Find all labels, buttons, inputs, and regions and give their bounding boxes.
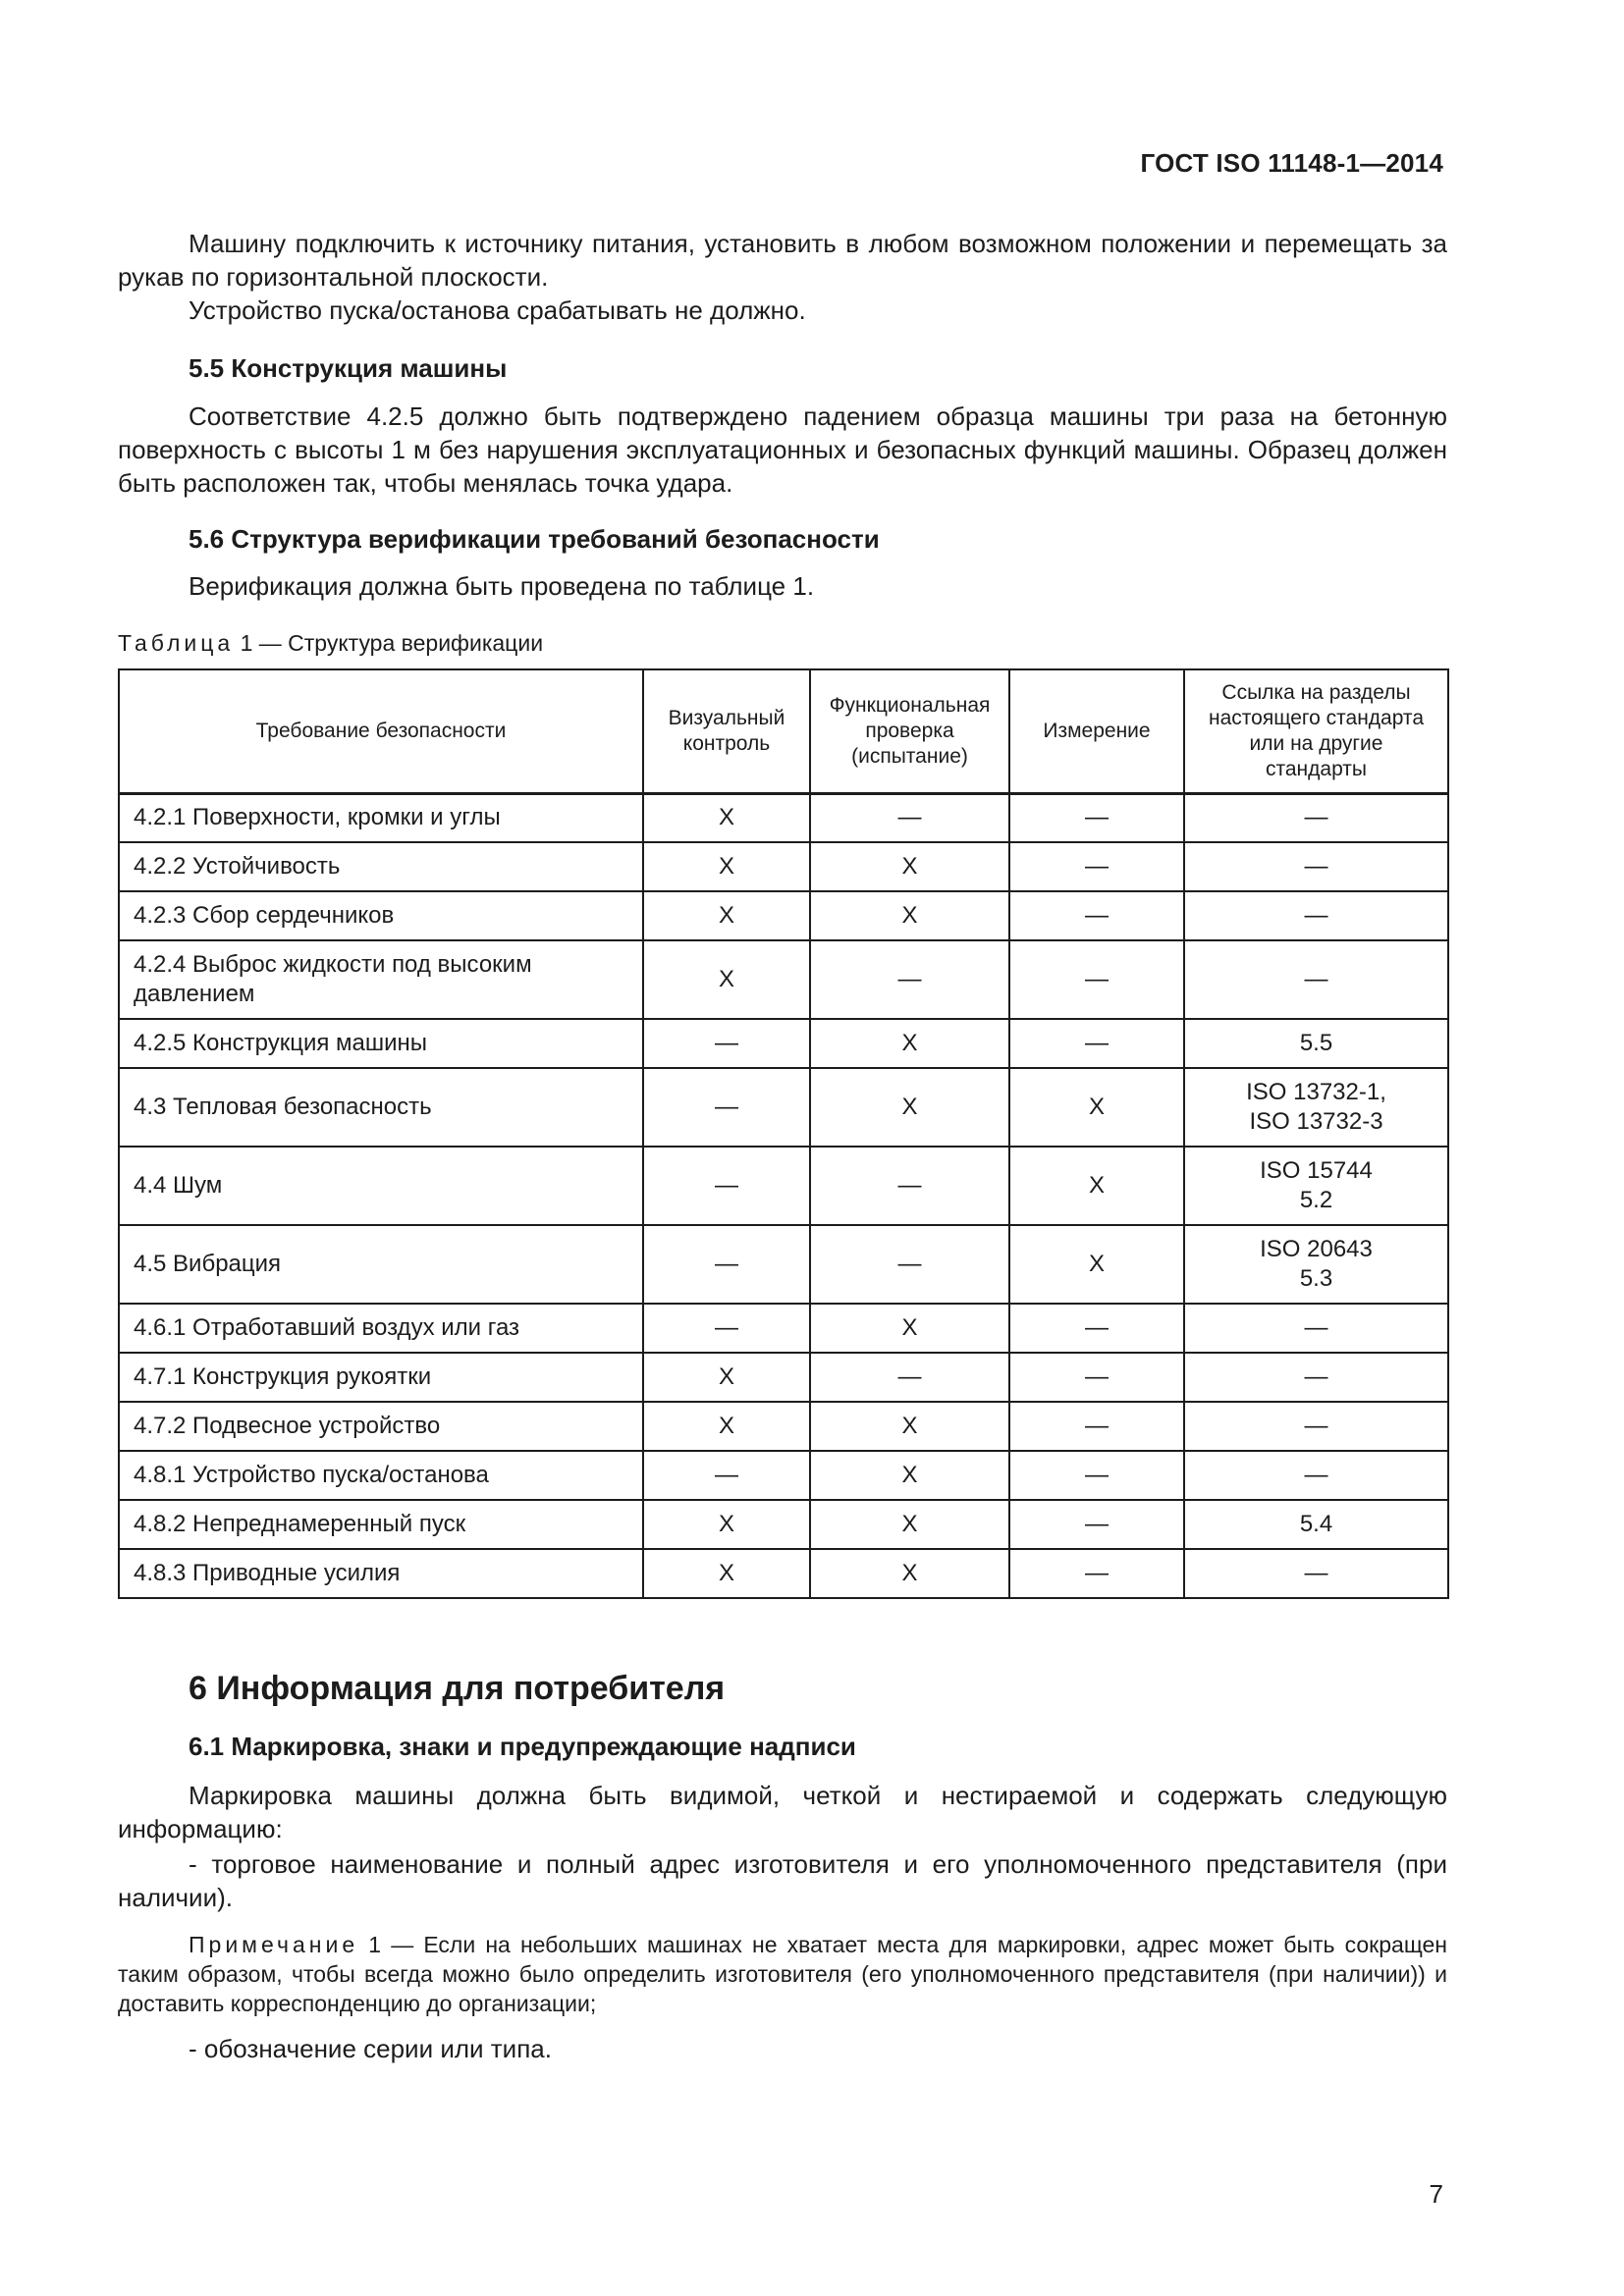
row-requirement: 4.8.1 Устройство пуска/останова	[119, 1451, 643, 1500]
header-functional: Функциональная проверка (испытание)	[810, 669, 1009, 793]
table-row	[119, 1500, 1448, 1549]
table-row	[119, 1451, 1448, 1500]
table-row	[119, 1068, 1448, 1147]
header-reference: Ссылка на разделы настоящего стандарта или на другие стандарты	[1184, 669, 1448, 793]
section-5-6-heading: 5.6 Структура верификации требований безопасности	[189, 524, 880, 554]
row-requirement: 4.2.5 Конструкция машины	[119, 1019, 643, 1068]
row-visual: —	[643, 1304, 810, 1353]
row-visual: —	[643, 1451, 810, 1500]
note-text: 1 — Если на небольших машинах не хватает места для маркировки, адрес может быть сокращен таким образом, чтобы всегда можно было определить изготовителя (его уполномоченного представителя (при наличии)) и доставить корреспонденцию до организации;	[118, 1932, 1447, 2016]
section-5-6	[118, 522, 1447, 603]
intro-paragraph-1: Машину подключить к источнику питания, установить в любом возможном положении и перемещать за рукав по горизонтальной плоскости.	[118, 229, 1447, 292]
row-measurement: X	[1009, 1068, 1184, 1147]
row-reference: —	[1184, 1549, 1448, 1598]
table-row	[119, 1304, 1448, 1353]
row-visual: —	[643, 1225, 810, 1304]
row-measurement: —	[1009, 793, 1184, 842]
row-measurement: —	[1009, 1353, 1184, 1402]
list-item: - обозначение серии или типа.	[189, 2034, 552, 2063]
row-functional: X	[810, 1500, 1009, 1549]
row-visual: X	[643, 1402, 810, 1451]
section-5-5-text: Соответствие 4.2.5 должно быть подтверждено падением образца машины три раза на бетонную поверхность с высоты 1 м без нарушения эксплуатационных и безопасных функций машины. Образец должен быть расположен так, чтобы менялась точка удара.	[118, 401, 1447, 498]
table-caption-label: Таблица	[118, 630, 235, 656]
row-measurement: —	[1009, 1500, 1184, 1549]
row-functional: —	[810, 793, 1009, 842]
row-functional: X	[810, 842, 1009, 891]
row-functional: —	[810, 1225, 1009, 1304]
row-reference: —	[1184, 891, 1448, 940]
row-visual: X	[643, 842, 810, 891]
row-reference: 5.5	[1184, 1019, 1448, 1068]
row-functional: X	[810, 1304, 1009, 1353]
table-caption	[118, 628, 1447, 658]
row-functional: X	[810, 891, 1009, 940]
table-row	[119, 1019, 1448, 1068]
table-row	[119, 1147, 1448, 1225]
row-measurement: —	[1009, 891, 1184, 940]
table-row	[119, 891, 1448, 940]
row-visual: X	[643, 940, 810, 1019]
section-6-1-heading: 6.1 Маркировка, знаки и предупреждающие надписи	[189, 1732, 856, 1761]
row-requirement: 4.7.2 Подвесное устройство	[119, 1402, 643, 1451]
row-functional: X	[810, 1068, 1009, 1147]
row-reference: 5.4	[1184, 1500, 1448, 1549]
row-functional: —	[810, 1147, 1009, 1225]
row-functional: —	[810, 940, 1009, 1019]
section-6-1-paragraph: Маркировка машины должна быть видимой, четкой и нестираемой и содержать следующую информацию:	[118, 1781, 1447, 1843]
row-measurement: —	[1009, 1402, 1184, 1451]
row-visual: X	[643, 891, 810, 940]
table-row	[119, 1225, 1448, 1304]
row-measurement: —	[1009, 1304, 1184, 1353]
intro-paragraph-2: Устройство пуска/останова срабатывать не должно.	[189, 295, 806, 325]
row-requirement: 4.5 Вибрация	[119, 1225, 643, 1304]
table-row	[119, 842, 1448, 891]
row-measurement: X	[1009, 1225, 1184, 1304]
row-reference: —	[1184, 842, 1448, 891]
row-measurement: —	[1009, 1451, 1184, 1500]
row-requirement: 4.8.2 Непреднамеренный пуск	[119, 1500, 643, 1549]
row-reference: —	[1184, 940, 1448, 1019]
row-functional: —	[810, 1353, 1009, 1402]
table-row	[119, 1402, 1448, 1451]
header-requirement: Требование безопасности	[119, 669, 643, 793]
note-1	[118, 1930, 1447, 2018]
verification-table	[118, 668, 1449, 1599]
row-functional: X	[810, 1451, 1009, 1500]
row-visual: X	[643, 1500, 810, 1549]
table-row	[119, 1549, 1448, 1598]
table-header-row	[119, 669, 1448, 793]
row-visual: —	[643, 1147, 810, 1225]
row-measurement: —	[1009, 1019, 1184, 1068]
table-caption-text: 1 — Структура верификации	[234, 630, 544, 656]
row-requirement: 4.4 Шум	[119, 1147, 643, 1225]
row-requirement: 4.2.1 Поверхности, кромки и углы	[119, 793, 643, 842]
row-visual: —	[643, 1019, 810, 1068]
row-visual: X	[643, 793, 810, 842]
header-visual: Визуальный контроль	[643, 669, 810, 793]
table-row	[119, 1353, 1448, 1402]
row-requirement: 4.7.1 Конструкция рукоятки	[119, 1353, 643, 1402]
row-reference: —	[1184, 1304, 1448, 1353]
row-reference: —	[1184, 1353, 1448, 1402]
row-requirement: 4.6.1 Отработавший воздух или газ	[119, 1304, 643, 1353]
row-reference: —	[1184, 1402, 1448, 1451]
row-measurement: —	[1009, 940, 1184, 1019]
header-measurement: Измерение	[1009, 669, 1184, 793]
row-reference: —	[1184, 793, 1448, 842]
row-measurement: X	[1009, 1147, 1184, 1225]
list-item: - торговое наименование и полный адрес изготовителя и его уполномоченного представителя (при наличии).	[118, 1849, 1447, 1912]
section-5-5	[118, 351, 1447, 500]
table-row	[119, 940, 1448, 1019]
row-measurement: —	[1009, 1549, 1184, 1598]
row-requirement: 4.3 Тепловая безопасность	[119, 1068, 643, 1147]
row-functional: X	[810, 1402, 1009, 1451]
note-label: Примечание	[189, 1932, 359, 1957]
section-5-5-heading: 5.5 Конструкция машины	[189, 353, 508, 383]
row-reference: ISO 15744 5.2	[1184, 1147, 1448, 1225]
row-reference: ISO 20643 5.3	[1184, 1225, 1448, 1304]
row-measurement: —	[1009, 842, 1184, 891]
row-visual: X	[643, 1549, 810, 1598]
row-functional: X	[810, 1549, 1009, 1598]
row-reference: —	[1184, 1451, 1448, 1500]
row-functional: X	[810, 1019, 1009, 1068]
table-row	[119, 793, 1448, 842]
row-requirement: 4.2.3 Сбор сердечников	[119, 891, 643, 940]
section-6-heading: 6 Информация для потребителя	[189, 1670, 726, 1707]
intro-block	[118, 227, 1447, 327]
row-visual: —	[643, 1068, 810, 1147]
row-reference: ISO 13732-1, ISO 13732-3	[1184, 1068, 1448, 1147]
section-6	[118, 1667, 1447, 2065]
section-5-6-text: Верификация должна быть проведена по таблице 1.	[189, 571, 815, 601]
row-requirement: 4.2.2 Устойчивость	[119, 842, 643, 891]
standard-header: ГОСТ ISO 11148-1—2014	[1140, 148, 1443, 178]
row-requirement: 4.8.3 Приводные усилия	[119, 1549, 643, 1598]
row-requirement: 4.2.4 Выброс жидкости под высоким давлением	[119, 940, 643, 1019]
page-number: 7	[1429, 2179, 1443, 2209]
row-visual: X	[643, 1353, 810, 1402]
